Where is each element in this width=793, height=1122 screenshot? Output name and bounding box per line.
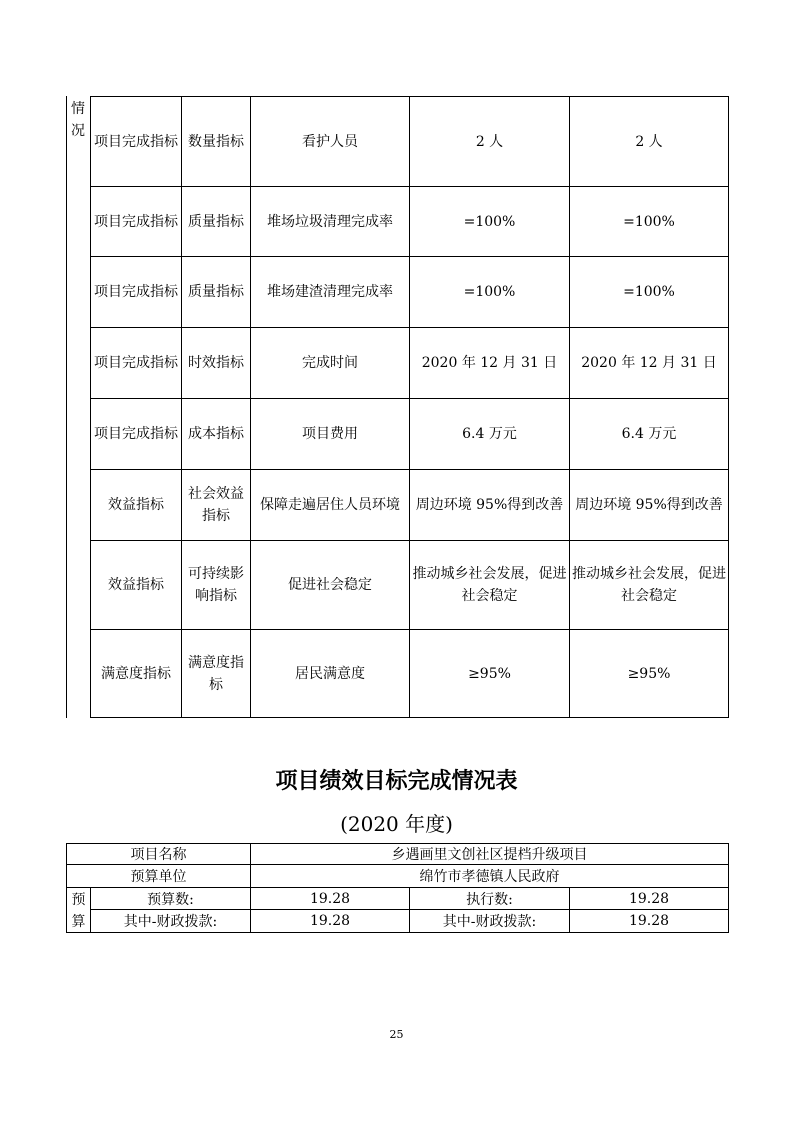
indicator-level1: 项目完成指标 — [94, 355, 178, 371]
indicator-level3: 项目费用 — [302, 426, 358, 442]
grid-line — [728, 96, 729, 718]
budget-side-char: 算 — [71, 914, 86, 930]
page-subtitle: (2020 年度) — [340, 812, 453, 836]
actual-value: =100% — [623, 284, 675, 300]
indicator-level3: 堆场建渣清理完成率 — [267, 284, 393, 300]
indicator-level1: 项目完成指标 — [94, 133, 178, 150]
page-number: 25 — [389, 1028, 404, 1041]
actual-value: ≥95% — [627, 665, 671, 682]
grid-line — [728, 843, 729, 933]
fiscal-value: 19.28 — [628, 913, 670, 929]
indicator-level2: 社会效益指标 — [188, 486, 244, 524]
fiscal-value: 19.28 — [309, 913, 351, 929]
page-title: 项目绩效目标完成情况表 — [275, 769, 518, 794]
executed-label: 执行数: — [466, 891, 513, 908]
indicator-level3: 完成时间 — [302, 355, 358, 371]
grid-line — [90, 717, 729, 718]
actual-value: =100% — [623, 213, 675, 230]
indicator-level1: 项目完成指标 — [94, 213, 178, 230]
actual-value: 2 人 — [635, 133, 663, 150]
indicator-level3: 居民满意度 — [295, 665, 365, 682]
indicator-level2: 成本指标 — [188, 426, 244, 442]
indicator-level3: 促进社会稳定 — [288, 577, 372, 593]
actual-value: 推动城乡社会发展，促进社会稳定 — [572, 566, 726, 604]
actual-value: 2020 年 12 月 31 日 — [581, 355, 717, 371]
table-left-border — [66, 96, 67, 718]
indicator-level2: 数量指标 — [188, 133, 244, 150]
actual-value: 6.4 万元 — [621, 426, 677, 442]
target-value: 2020 年 12 月 31 日 — [421, 355, 558, 371]
side-label-char: 情 — [71, 101, 85, 117]
project-name-label: 项目名称 — [130, 847, 187, 863]
target-value: 6.4 万元 — [462, 426, 517, 442]
fiscal-label: 其中-财政拨款: — [442, 914, 537, 930]
budget-amount-label: 预算数: — [147, 891, 194, 908]
indicator-level3: 堆场垃圾清理完成率 — [267, 213, 393, 230]
indicator-level1: 效益指标 — [108, 497, 164, 513]
indicator-level2: 质量指标 — [188, 284, 244, 300]
budget-unit-value: 绵竹市孝德镇人民政府 — [419, 869, 560, 885]
target-value: =100% — [463, 284, 516, 300]
actual-value: 周边环境 95%得到改善 — [575, 497, 723, 513]
budget-unit-label: 预算单位 — [130, 869, 187, 885]
executed-value: 19.28 — [628, 890, 670, 907]
budget-amount-value: 19.28 — [309, 890, 351, 907]
target-value: =100% — [463, 213, 516, 230]
grid-line — [66, 932, 729, 933]
target-value: 推动城乡社会发展，促进社会稳定 — [412, 566, 567, 604]
target-value: ≥95% — [468, 665, 511, 682]
indicator-level3: 保障走遍居住人员环境 — [260, 497, 400, 513]
side-label-char: 况 — [71, 123, 85, 139]
indicator-level3: 看护人员 — [302, 133, 358, 150]
indicator-level1: 满意度指标 — [101, 665, 171, 682]
indicator-level2: 质量指标 — [188, 213, 244, 230]
indicator-level2: 满意度指标 — [188, 654, 244, 693]
indicator-level1: 项目完成指标 — [94, 426, 178, 442]
indicator-level1: 效益指标 — [108, 577, 164, 593]
indicator-level2: 时效指标 — [188, 355, 244, 371]
project-name-value: 乡遇画里文创社区提档升级项目 — [391, 847, 588, 863]
fiscal-label: 其中-财政拨款: — [123, 914, 218, 930]
target-value: 周边环境 95%得到改善 — [415, 497, 564, 513]
budget-side-char: 预 — [71, 892, 86, 908]
indicator-level2: 可持续影响指标 — [188, 566, 244, 604]
indicator-level1: 项目完成指标 — [94, 284, 178, 300]
target-value: 2 人 — [475, 133, 504, 150]
